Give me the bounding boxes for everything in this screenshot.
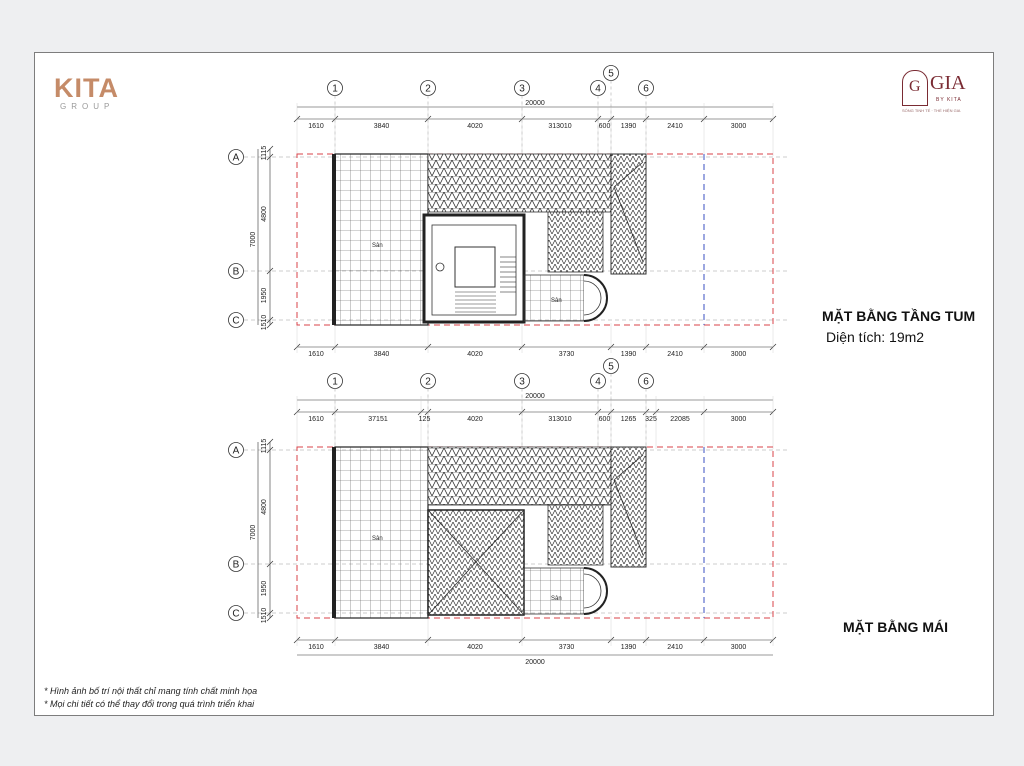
semicircle-bay — [584, 568, 607, 614]
axis-label-1: 1 — [332, 376, 338, 388]
bottom-dim-text-6: 3000 — [730, 644, 747, 651]
row-label-A: A — [232, 152, 240, 164]
top-dim-text-0: 1610 — [308, 416, 324, 423]
roof-tiles-top — [428, 447, 611, 505]
terrace-left — [335, 154, 428, 325]
top-dim-text-7: 3000 — [730, 123, 747, 130]
terrace-left-label: Sân — [372, 536, 383, 542]
bottom-dim-text-4: 1390 — [620, 351, 637, 358]
gia-logo-by: BY KITA — [936, 97, 962, 103]
axis-label-3: 3 — [519, 83, 525, 95]
top-dim-text-3: 4020 — [467, 416, 483, 423]
terrace-left-wall — [332, 447, 336, 618]
top-dim-text-9: 3000 — [730, 416, 747, 423]
top-dim-text-4: 313010 — [548, 416, 572, 423]
terrace-left-wall — [332, 154, 336, 325]
axis-label-6: 6 — [643, 83, 649, 95]
left-dim-text-0: 1115 — [261, 145, 268, 161]
plan-bottom-title: MẶT BẰNG MÁI — [843, 619, 948, 635]
axis-label-4: 4 — [595, 83, 601, 95]
plan-bottom — [229, 359, 791, 667]
left-dim-text-0: 1115 — [261, 438, 268, 454]
overall-dim-text-bottom: 20000 — [525, 659, 545, 666]
top-dim-text-0: 1610 — [308, 123, 324, 130]
left-dim-text-1: 4800 — [261, 499, 268, 515]
top-dim-text-1: 37151 — [368, 416, 388, 423]
row-label-B: B — [232, 559, 240, 571]
overall-dim-text-top: 20000 — [525, 393, 545, 400]
left-dim-text-1: 4800 — [261, 206, 268, 222]
kita-logo-text: KITA — [54, 73, 119, 103]
left-dim-text-3: 1510 — [261, 607, 268, 624]
left-dim-total: 7000 — [250, 524, 257, 541]
bottom-dim-text-1: 3840 — [373, 351, 390, 358]
bottom-dim-text-2: 4020 — [467, 644, 483, 651]
bottom-dim-text-2: 4020 — [467, 351, 483, 358]
kita-logo-subtext: GROUP — [60, 102, 115, 111]
bottom-dim-text-3: 3730 — [558, 644, 575, 651]
terrace-right-label: Sân — [551, 298, 562, 304]
row-label-B: B — [232, 266, 240, 278]
plan-top-area: Diện tích: 19m2 — [826, 329, 925, 345]
terrace-right — [524, 568, 584, 614]
top-dim-text-2: 125 — [418, 416, 431, 423]
gia-logo-tagline: SỐNG TINH TẾ · THỂ HIỆN GIA — [902, 108, 961, 113]
axis-label-6: 6 — [643, 376, 649, 388]
bottom-dim-text-5: 2410 — [667, 644, 683, 651]
top-dim-text-6: 1265 — [620, 416, 637, 423]
plan-top — [229, 66, 791, 359]
terrace-right-label: Sân — [551, 596, 562, 602]
top-dim-text-5: 1390 — [620, 123, 637, 130]
bottom-dim-text-5: 2410 — [667, 351, 683, 358]
terrace-left — [335, 447, 428, 618]
top-dim-text-2: 4020 — [467, 123, 483, 130]
top-dim-text-1: 3840 — [373, 123, 390, 130]
terrace-left-label: Sân — [372, 243, 383, 249]
gia-logo-text: GIA — [930, 72, 966, 94]
top-dim-text-6: 2410 — [667, 123, 683, 130]
stair-landing — [455, 247, 495, 287]
bottom-dim-text-1: 3840 — [373, 644, 390, 651]
row-label-A: A — [232, 445, 240, 457]
washer-icon — [436, 263, 444, 271]
bottom-dim-text-0: 1610 — [308, 644, 324, 651]
semicircle-bay — [584, 275, 607, 321]
axis-label-2: 2 — [425, 376, 431, 388]
bottom-dim-text-3: 3730 — [558, 351, 575, 358]
left-dim-text-2: 1950 — [261, 580, 268, 597]
left-dim-text-2: 1950 — [261, 287, 268, 304]
axis-label-4: 4 — [595, 376, 601, 388]
left-dim-total: 7000 — [250, 231, 257, 248]
plan-top-title: MẶT BẰNG TẦNG TUM — [822, 308, 976, 324]
note-2: * Mọi chi tiết có thể thay đổi trong quá trình triển khai — [44, 699, 255, 709]
row-label-C: C — [232, 315, 240, 327]
left-dim-text-3: 1510 — [261, 314, 268, 331]
bottom-dim-text-6: 3000 — [730, 351, 747, 358]
bottom-dim-text-0: 1610 — [308, 351, 324, 358]
top-dim-text-5: 600 — [598, 416, 611, 423]
top-dim-text-4: 600 — [598, 123, 611, 130]
roof-tiles-top — [428, 154, 611, 212]
roof-tiles-mid — [548, 212, 603, 272]
roof-tiles-mid — [548, 505, 603, 565]
axis-label-3: 3 — [519, 376, 525, 388]
axis-label-5: 5 — [608, 361, 614, 373]
row-label-C: C — [232, 608, 240, 620]
top-dim-text-7: 325 — [645, 416, 657, 423]
axis-label-2: 2 — [425, 83, 431, 95]
note-1: * Hình ảnh bố trí nội thất chỉ mang tính chất minh họa — [44, 686, 258, 696]
gia-monogram-icon: G — [902, 70, 928, 106]
bottom-dim-text-4: 1390 — [620, 644, 637, 651]
top-dim-text-3: 313010 — [548, 123, 572, 130]
top-dim-text-8: 22085 — [670, 416, 690, 423]
axis-label-5: 5 — [608, 68, 614, 80]
axis-label-1: 1 — [332, 83, 338, 95]
overall-dim-text-top: 20000 — [525, 100, 545, 107]
